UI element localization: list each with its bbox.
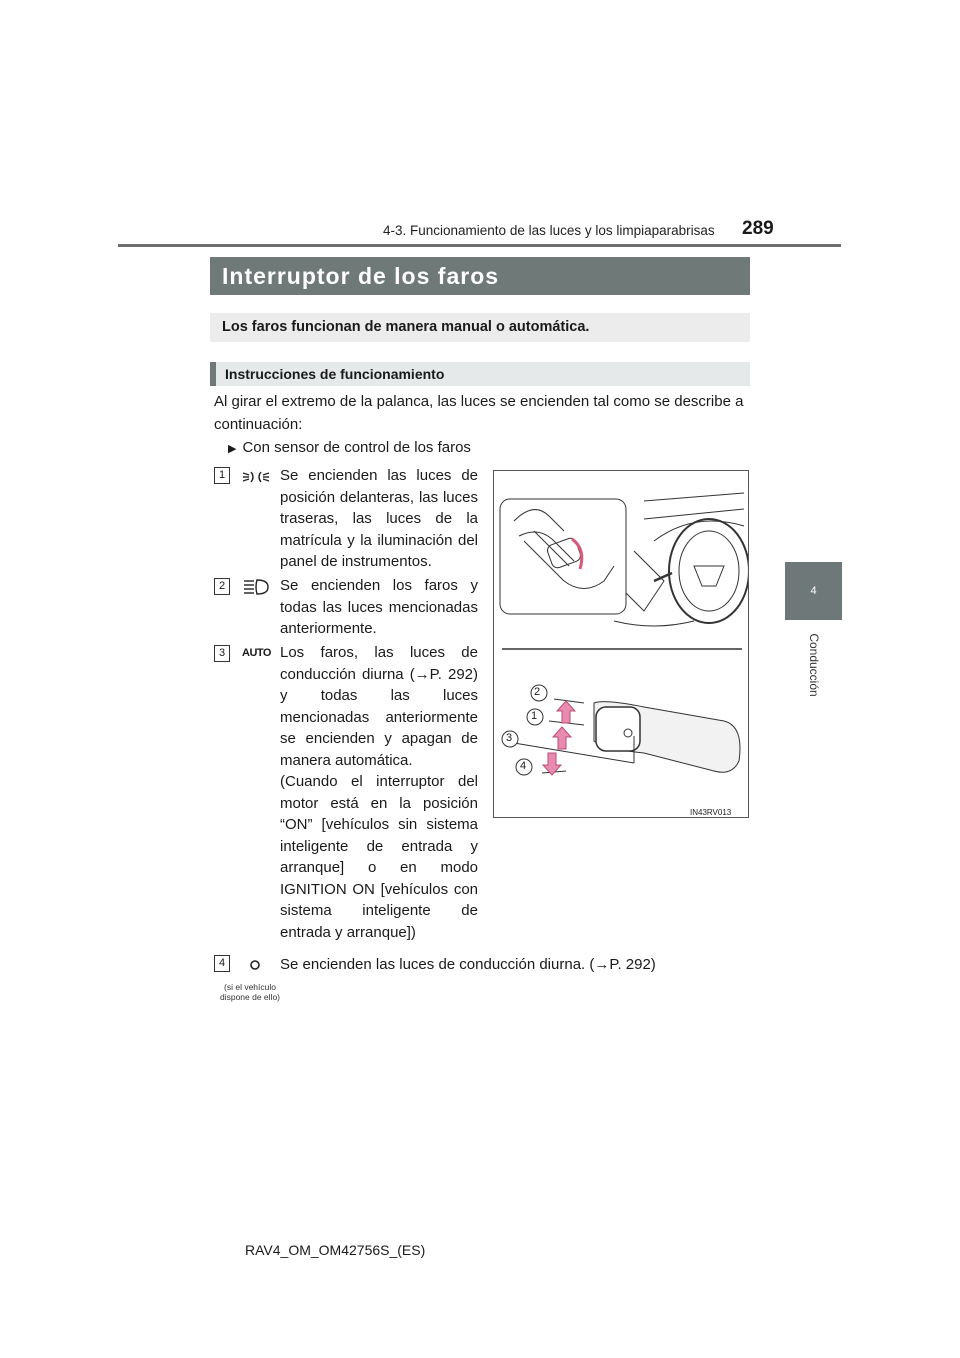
lead-paragraph: Al girar el extremo de la palanca, las luces se encienden tal como se describe a continuación: bbox=[214, 393, 744, 433]
item-3-text: Los faros, las luces de conducción diurna (→P. 292) y todas las luces mencionadas anteriormente se encienden y apagan de manera automática. bbox=[280, 644, 478, 769]
callout-4: 4 bbox=[520, 760, 527, 772]
callout-2: 2 bbox=[534, 686, 541, 698]
document-code: RAV4_OM_OM42756S_(ES) bbox=[245, 1242, 426, 1258]
chapter-tab-label-text: Conducción bbox=[806, 633, 821, 697]
headlight-switch-illustration bbox=[493, 470, 749, 818]
section-intro: Los faros funcionan de manera manual o automática. bbox=[210, 313, 750, 342]
bullet-item bbox=[228, 439, 471, 456]
bullet-text: Con sensor de control de los faros bbox=[242, 439, 471, 456]
illustration-drawing bbox=[494, 471, 749, 818]
chapter-tab-label bbox=[785, 625, 842, 705]
chapter-tab-number[interactable]: 4 bbox=[785, 562, 842, 620]
availability-note: (si el vehículo dispone de ello) bbox=[219, 982, 280, 1002]
section-title: Interruptor de los faros bbox=[210, 257, 750, 295]
page-number: 289 bbox=[742, 218, 774, 239]
item-2-text: Se encienden los faros y todas las luces mencionadas anteriormente. bbox=[280, 577, 478, 637]
item-4-text: Se encienden las luces de conducción diurna. (→P. 292) bbox=[280, 956, 656, 973]
callout-3: 3 bbox=[506, 732, 513, 744]
item-1-text: Se encienden las luces de posición delanteras, las luces traseras, las luces de la matrícula y la iluminación del panel de instrumentos. bbox=[280, 467, 478, 570]
item-number-3: 3 bbox=[214, 645, 230, 662]
auto-icon: AUTO bbox=[242, 647, 271, 659]
callout-1: 1 bbox=[531, 710, 538, 722]
triangle-bullet-icon: ▶ bbox=[228, 443, 237, 455]
item-number-1: 1 bbox=[214, 467, 230, 484]
headlight-icon bbox=[243, 578, 269, 596]
item-3-condition-text: (Cuando el interruptor del motor está en la posición “ON” [vehículos sin sistema inteligente de entrada y arranque] o en modo IGNITION ON [vehículos con sistema inteligente de entrada y arranque]) bbox=[280, 773, 478, 941]
header-rule bbox=[118, 244, 841, 247]
subsection-heading: Instrucciones de funcionamiento bbox=[210, 362, 750, 386]
figure-code: IN43RV013 bbox=[690, 808, 732, 817]
item-number-2: 2 bbox=[214, 578, 230, 595]
off-icon bbox=[249, 959, 261, 971]
running-header: 4-3. Funcionamiento de las luces y los limpiaparabrisas bbox=[383, 223, 715, 238]
side-lights-icon bbox=[242, 469, 270, 485]
item-number-4: 4 bbox=[214, 955, 230, 972]
